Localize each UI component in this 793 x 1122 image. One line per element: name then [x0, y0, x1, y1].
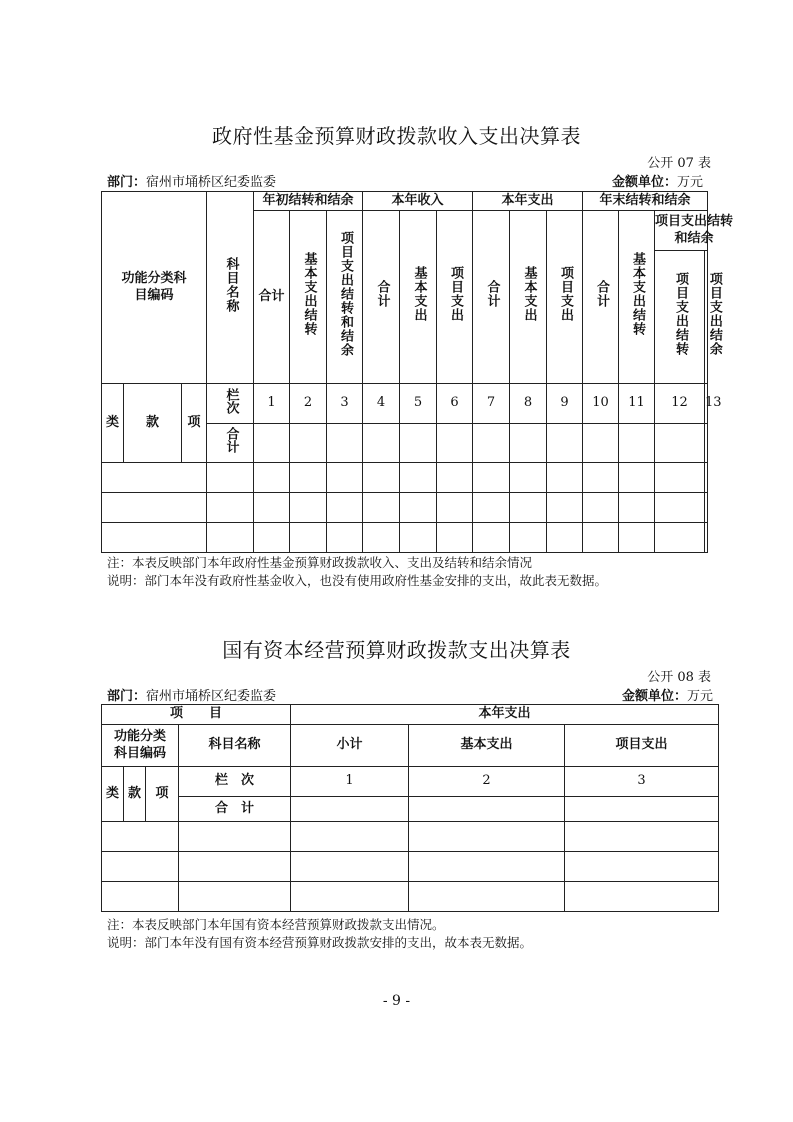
page-number: - 9 - [382, 993, 411, 1009]
table08-total-row [102, 797, 719, 822]
column-number: 9 [547, 384, 583, 424]
table08-header-row1 [102, 705, 719, 725]
column-number: 3 [327, 384, 363, 424]
subject-name-header: 科目名称 [207, 192, 254, 384]
col-project-expense: 项目支出 [565, 725, 719, 767]
col-income-project: 项目支出 [437, 211, 473, 384]
column-number: 2 [290, 384, 327, 424]
lanci-label: 栏次 [207, 384, 254, 424]
column-number: 6 [437, 384, 473, 424]
subject-name-header: 科目名称 [179, 725, 291, 767]
item-header: 项 目 [102, 705, 291, 725]
table07-number: 公开 07 表 [647, 156, 711, 171]
table08-explanation: 说明：部门本年没有国有资本经营预算财政拨款安排的支出，故本表无数据。 [107, 935, 533, 950]
table08 [101, 704, 719, 912]
table-row [102, 882, 719, 912]
table08-note: 注：本表反映部门本年国有资本经营预算财政拨款支出情况。 [107, 917, 445, 932]
column-number: 7 [473, 384, 510, 424]
table07-header-row1 [102, 192, 708, 211]
column-number: 4 [363, 384, 400, 424]
column-number: 5 [400, 384, 437, 424]
col-total-3: 合计 [473, 211, 510, 384]
table08-column-number-row [102, 767, 719, 797]
col-subtotal: 小计 [291, 725, 409, 767]
year-expense-header: 本年支出 [291, 705, 719, 725]
column-number: 3 [565, 767, 719, 797]
col-project-carry-balance: 项目支出结转和结余 [327, 211, 363, 384]
table08-unit [622, 685, 713, 704]
heji-label: 合 计 [179, 797, 291, 822]
table-row [102, 523, 708, 553]
col-total-2: 合计 [363, 211, 400, 384]
table-row [102, 822, 719, 852]
col-end-project-balance: 项目支出结余 [705, 251, 708, 384]
lei-header: 类 [102, 384, 124, 463]
table07-explanation: 说明：部门本年没有政府性基金收入，也没有使用政府性基金安排的支出，故此表无数据。 [107, 573, 608, 588]
table07 [101, 191, 734, 553]
lei-header: 类 [102, 767, 124, 822]
group-year-income: 本年收入 [363, 192, 473, 211]
group-end-balance: 年末结转和结余 [583, 192, 708, 211]
col-end-project-carry: 项目支出结转 [655, 251, 705, 384]
col-total-4: 合计 [583, 211, 619, 384]
column-number: 11 [619, 384, 655, 424]
kuan-header: 款 [124, 384, 182, 463]
group-begin-balance: 年初结转和结余 [254, 192, 363, 211]
column-number: 8 [510, 384, 547, 424]
department-name: 宿州市埇桥区纪委监委 [146, 175, 277, 190]
column-number: 13 [705, 384, 708, 424]
table07-title: 政府性基金预算财政拨款收入支出决算表 [212, 124, 581, 148]
column-number: 10 [583, 384, 619, 424]
table-row [102, 852, 719, 882]
xiang-header: 项 [146, 767, 179, 822]
unit-value: 万元 [686, 689, 713, 704]
table07-note: 注：本表反映部门本年政府性基金预算财政拨款收入、支出及结转和结余情况 [107, 555, 533, 570]
unit-label: 金额单位： [621, 689, 687, 704]
table08-header-row2 [102, 725, 719, 767]
table-row [102, 493, 708, 523]
col-basic-expense: 基本支出 [409, 725, 565, 767]
column-number: 12 [655, 384, 705, 424]
table-row [102, 463, 708, 493]
col-total-1: 合计 [254, 211, 290, 384]
col-income-basic: 基本支出 [400, 211, 437, 384]
kuan-header: 款 [124, 767, 146, 822]
column-number: 1 [254, 384, 290, 424]
table08-number: 公开 08 表 [647, 670, 711, 685]
table07-column-number-row [102, 384, 708, 424]
col-end-project-group: 项目支出结转和结余 [655, 211, 708, 251]
unit-label: 金额单位： [611, 175, 677, 190]
table08-title: 国有资本经营预算财政拨款支出决算表 [222, 638, 571, 662]
department-label: 部门： [107, 689, 147, 704]
table08-department [107, 685, 276, 704]
func-code-header: 功能分类科目编码 [102, 192, 207, 384]
department-label: 部门： [107, 175, 147, 190]
column-number: 1 [291, 767, 409, 797]
col-basic-carry: 基本支出结转 [290, 211, 327, 384]
lanci-label: 栏 次 [179, 767, 291, 797]
col-expense-basic: 基本支出 [510, 211, 547, 384]
xiang-header: 项 [182, 384, 207, 463]
func-code-header: 功能分类科目编码 [102, 725, 179, 767]
col-expense-project: 项目支出 [547, 211, 583, 384]
col-end-basic-carry: 基本支出结转 [619, 211, 655, 384]
department-name: 宿州市埇桥区纪委监委 [146, 689, 277, 704]
column-number: 2 [409, 767, 565, 797]
group-year-expense: 本年支出 [473, 192, 583, 211]
unit-value: 万元 [676, 175, 703, 190]
table07-unit [612, 171, 703, 190]
table07-department [107, 171, 276, 190]
heji-label: 合计 [207, 424, 254, 463]
